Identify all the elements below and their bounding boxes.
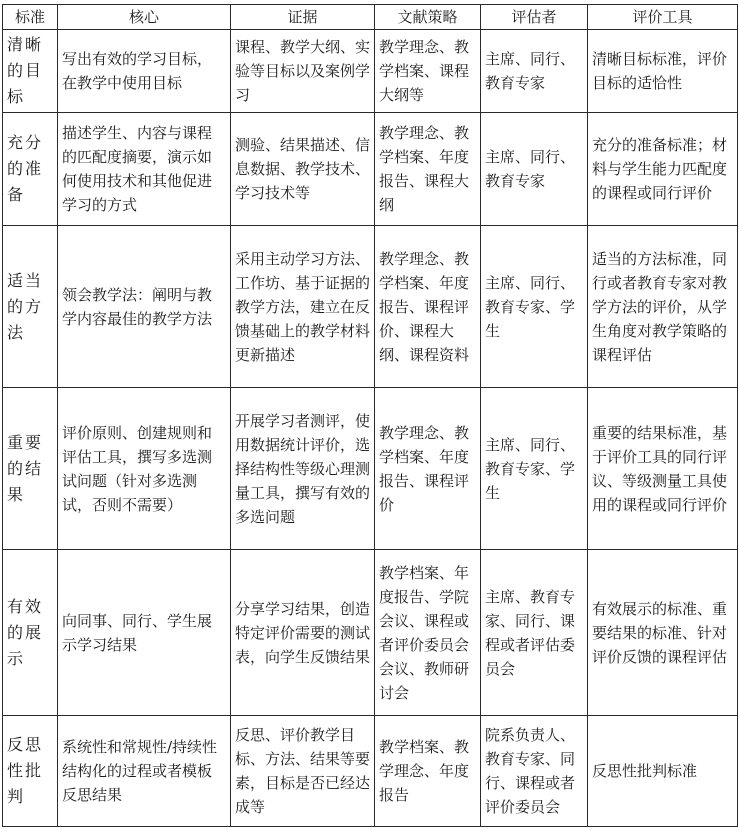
header-core: 核心 <box>58 5 231 30</box>
table-row <box>3 113 738 226</box>
cell-literature: 教学理念、教学档案、年度报告、课程大纲 <box>375 113 481 226</box>
header-evaluation-tool: 评价工具 <box>588 5 738 30</box>
cell-core: 系统性和常规性/持续性结构化的过程或者模板反思结果 <box>58 716 231 827</box>
cell-evaluator: 主席、同行、教育专家、学生 <box>481 388 588 550</box>
cell-evidence: 开展学习者测评，使用数据统计评价，选择结构性等级心理测量工具，撰写有效的多选问题 <box>231 388 375 550</box>
cell-evaluator: 主席、同行、教育专家 <box>481 30 588 113</box>
cell-standard: 反思性批判 <box>3 716 58 827</box>
cell-evaluator: 院系负责人、教育专家、同行、课程或者评价委员会 <box>481 716 588 827</box>
cell-evidence: 分享学习结果，创造特定评价需要的测试表，向学生反馈结果 <box>231 550 375 716</box>
table-row <box>3 550 738 716</box>
cell-core: 描述学生、内容与课程的匹配度摘要，演示如何使用技术和其他促进学习的方式 <box>58 113 231 226</box>
cell-tool: 适当的方法标准，同行或者教育专家对教学方法的评价，从学生角度对教学策略的课程评估 <box>588 226 738 388</box>
header-standard: 标准 <box>3 5 58 30</box>
evaluation-criteria-table <box>2 4 738 827</box>
cell-tool: 清晰目标标准，评价目标的适恰性 <box>588 30 738 113</box>
cell-standard: 适当的方法 <box>3 226 58 388</box>
cell-evidence: 反思、评价教学目标、方法、结果等要素，目标是否已经达成等 <box>231 716 375 827</box>
table-row <box>3 388 738 550</box>
cell-tool: 反思性批判标准 <box>588 716 738 827</box>
cell-literature: 教学理念、教学档案、年度报告、课程评价、课程大纲、课程资料 <box>375 226 481 388</box>
table-row <box>3 226 738 388</box>
header-literature-strategy: 文献策略 <box>375 5 481 30</box>
cell-tool: 重要的结果标准，基于评价工具的同行评议、等级测量工具使用的课程或同行评价 <box>588 388 738 550</box>
cell-tool: 有效展示的标准、重要结果的标准、针对评价反馈的课程评估 <box>588 550 738 716</box>
cell-standard: 充分的准备 <box>3 113 58 226</box>
cell-standard: 重要的结果 <box>3 388 58 550</box>
cell-standard: 有效的展示 <box>3 550 58 716</box>
cell-standard: 清晰的目标 <box>3 30 58 113</box>
cell-core: 领会教学法：阐明与教学内容最佳的教学方法 <box>58 226 231 388</box>
cell-literature: 教学理念、教学档案、课程大纲等 <box>375 30 481 113</box>
cell-core: 评价原则、创建规则和评估工具，撰写多选测试问题（针对多选测试，否则不需要） <box>58 388 231 550</box>
cell-evidence: 采用主动学习方法、工作坊、基于证据的教学方法，建立在反馈基础上的教学材料更新描述 <box>231 226 375 388</box>
cell-literature: 教学理念、教学档案、年度报告、课程评价 <box>375 388 481 550</box>
cell-evidence: 测验、结果描述、信息数据、教学技术、学习技术等 <box>231 113 375 226</box>
cell-literature: 教学档案、教学理念、年度报告 <box>375 716 481 827</box>
table-header-row <box>3 5 738 30</box>
header-evidence: 证据 <box>231 5 375 30</box>
cell-evaluator: 主席、同行、教育专家、学生 <box>481 226 588 388</box>
cell-evidence: 课程、教学大纲、实验等目标以及案例学习 <box>231 30 375 113</box>
header-evaluator: 评估者 <box>481 5 588 30</box>
cell-tool: 充分的准备标准；材料与学生能力匹配度的课程或同行评价 <box>588 113 738 226</box>
table-row <box>3 30 738 113</box>
cell-core: 写出有效的学习目标，在教学中使用目标 <box>58 30 231 113</box>
cell-core: 向同事、同行、学生展示学习结果 <box>58 550 231 716</box>
table-row <box>3 716 738 827</box>
cell-evaluator: 主席、同行、教育专家 <box>481 113 588 226</box>
cell-evaluator: 主席、教育专家、同行、课程或者评估委员会 <box>481 550 588 716</box>
cell-literature: 教学档案、年度报告、学院会议、课程或者评价委员会会议、教师研讨会 <box>375 550 481 716</box>
